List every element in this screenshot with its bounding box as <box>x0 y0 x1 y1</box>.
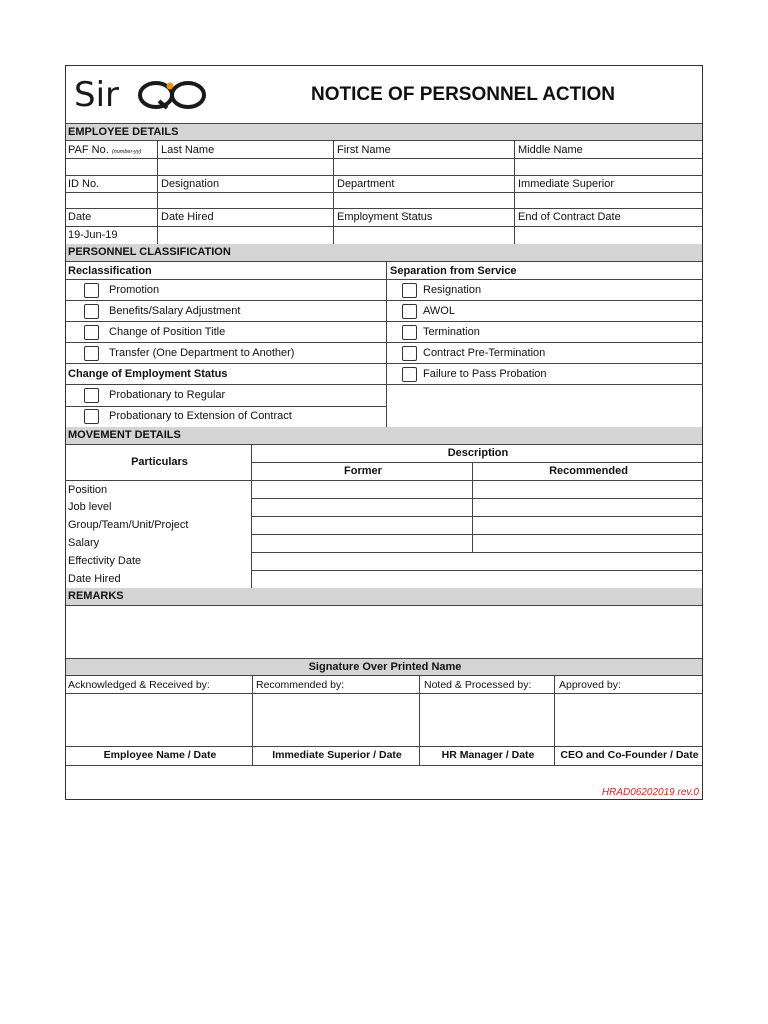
salary-row-label: Salary <box>68 537 100 549</box>
paf-no-label: PAF No. (number-yy) <box>68 144 142 156</box>
failure-probation-checkbox[interactable] <box>402 367 417 382</box>
signature-title: Signature Over Printed Name <box>66 658 702 676</box>
job-level-row-label: Job level <box>68 501 112 513</box>
form-code: HRAD06202019 rev.0 <box>601 787 699 798</box>
department-label: Department <box>337 178 395 190</box>
last-name-label: Last Name <box>161 144 215 156</box>
acknowledged-by-label: Acknowledged & Received by: <box>68 679 210 691</box>
employee-name-date-label: Employee Name / Date <box>103 749 217 761</box>
ceo-signature-field[interactable] <box>555 694 702 746</box>
svg-text:Sir: Sir <box>74 75 120 114</box>
probationary-extension-label: Probationary to Extension of Contract <box>109 410 292 422</box>
superior-signature-field[interactable] <box>253 694 419 746</box>
date-hired-field[interactable] <box>158 227 333 244</box>
end-of-contract-label: End of Contract Date <box>518 211 621 223</box>
approved-by-label: Approved by: <box>559 679 621 691</box>
date-hired-label: Date Hired <box>161 211 214 223</box>
company-logo <box>74 74 209 114</box>
reclassification-title: Reclassification <box>68 265 152 277</box>
section-personnel-classification: PERSONNEL CLASSIFICATION <box>66 244 702 262</box>
resignation-checkbox[interactable] <box>402 283 417 298</box>
recommended-by-label: Recommended by: <box>256 679 345 691</box>
position-title-checkbox[interactable] <box>84 325 99 340</box>
employee-signature-field[interactable] <box>66 694 252 746</box>
section-movement-details: MOVEMENT DETAILS <box>66 427 702 445</box>
form-title: NOTICE OF PERSONNEL ACTION <box>311 84 616 105</box>
awol-label: AWOL <box>423 305 455 317</box>
hr-manager-date-label: HR Manager / Date <box>441 749 535 761</box>
first-name-field[interactable] <box>334 159 514 175</box>
promotion-checkbox[interactable] <box>84 283 99 298</box>
employment-status-field[interactable] <box>334 227 514 244</box>
section-remarks: REMARKS <box>66 588 702 606</box>
effectivity-date-row-label: Effectivity Date <box>68 555 142 567</box>
superior-date-label: Immediate Superior / Date <box>272 749 402 761</box>
recommended-header: Recommended <box>549 465 628 477</box>
position-row-label: Position <box>68 484 108 496</box>
transfer-checkbox[interactable] <box>84 346 99 361</box>
former-header: Former <box>344 465 382 477</box>
paf-no-field[interactable] <box>66 159 157 175</box>
contract-pre-termination-checkbox[interactable] <box>402 346 417 361</box>
termination-label: Termination <box>423 326 480 338</box>
change-status-title: Change of Employment Status <box>68 368 228 380</box>
end-of-contract-field[interactable] <box>515 227 702 244</box>
first-name-label: First Name <box>337 144 391 156</box>
group-row-label: Group/Team/Unit/Project <box>68 519 189 531</box>
remarks-field[interactable] <box>66 606 702 658</box>
hr-signature-field[interactable] <box>420 694 554 746</box>
immediate-superior-label: Immediate Superior <box>518 178 614 190</box>
failure-probation-label: Failure to Pass Probation <box>423 368 547 380</box>
date-hired-row-label: Date Hired <box>68 573 121 585</box>
designation-field[interactable] <box>158 193 333 208</box>
particulars-header: Particulars <box>131 456 188 468</box>
id-no-label: ID No. <box>68 178 100 190</box>
contract-pre-termination-label: Contract Pre-Termination <box>423 347 546 359</box>
salary-adjustment-checkbox[interactable] <box>84 304 99 319</box>
salary-adjustment-label: Benefits/Salary Adjustment <box>109 305 241 317</box>
designation-label: Designation <box>161 178 220 190</box>
position-title-label: Change of Position Title <box>109 326 226 338</box>
description-header: Description <box>447 447 509 459</box>
resignation-label: Resignation <box>423 284 482 296</box>
immediate-superior-field[interactable] <box>515 193 702 208</box>
id-no-field[interactable] <box>66 193 157 208</box>
probationary-extension-checkbox[interactable] <box>84 409 99 424</box>
ceo-date-label: CEO and Co-Founder / Date <box>560 749 699 761</box>
last-name-field[interactable] <box>158 159 333 175</box>
middle-name-label: Middle Name <box>518 144 583 156</box>
probationary-regular-checkbox[interactable] <box>84 388 99 403</box>
termination-checkbox[interactable] <box>402 325 417 340</box>
department-field[interactable] <box>334 193 514 208</box>
middle-name-field[interactable] <box>515 159 702 175</box>
promotion-label: Promotion <box>109 284 160 296</box>
noted-by-label: Noted & Processed by: <box>424 679 532 691</box>
employment-status-label: Employment Status <box>337 211 433 223</box>
probationary-regular-label: Probationary to Regular <box>109 389 226 401</box>
transfer-label: Transfer (One Department to Another) <box>109 347 295 359</box>
date-label: Date <box>68 211 92 223</box>
date-value[interactable]: 19-Jun-19 <box>68 229 118 241</box>
section-employee-details: EMPLOYEE DETAILS <box>66 123 702 141</box>
personnel-action-form <box>65 65 703 800</box>
awol-checkbox[interactable] <box>402 304 417 319</box>
separation-title: Separation from Service <box>390 265 517 277</box>
